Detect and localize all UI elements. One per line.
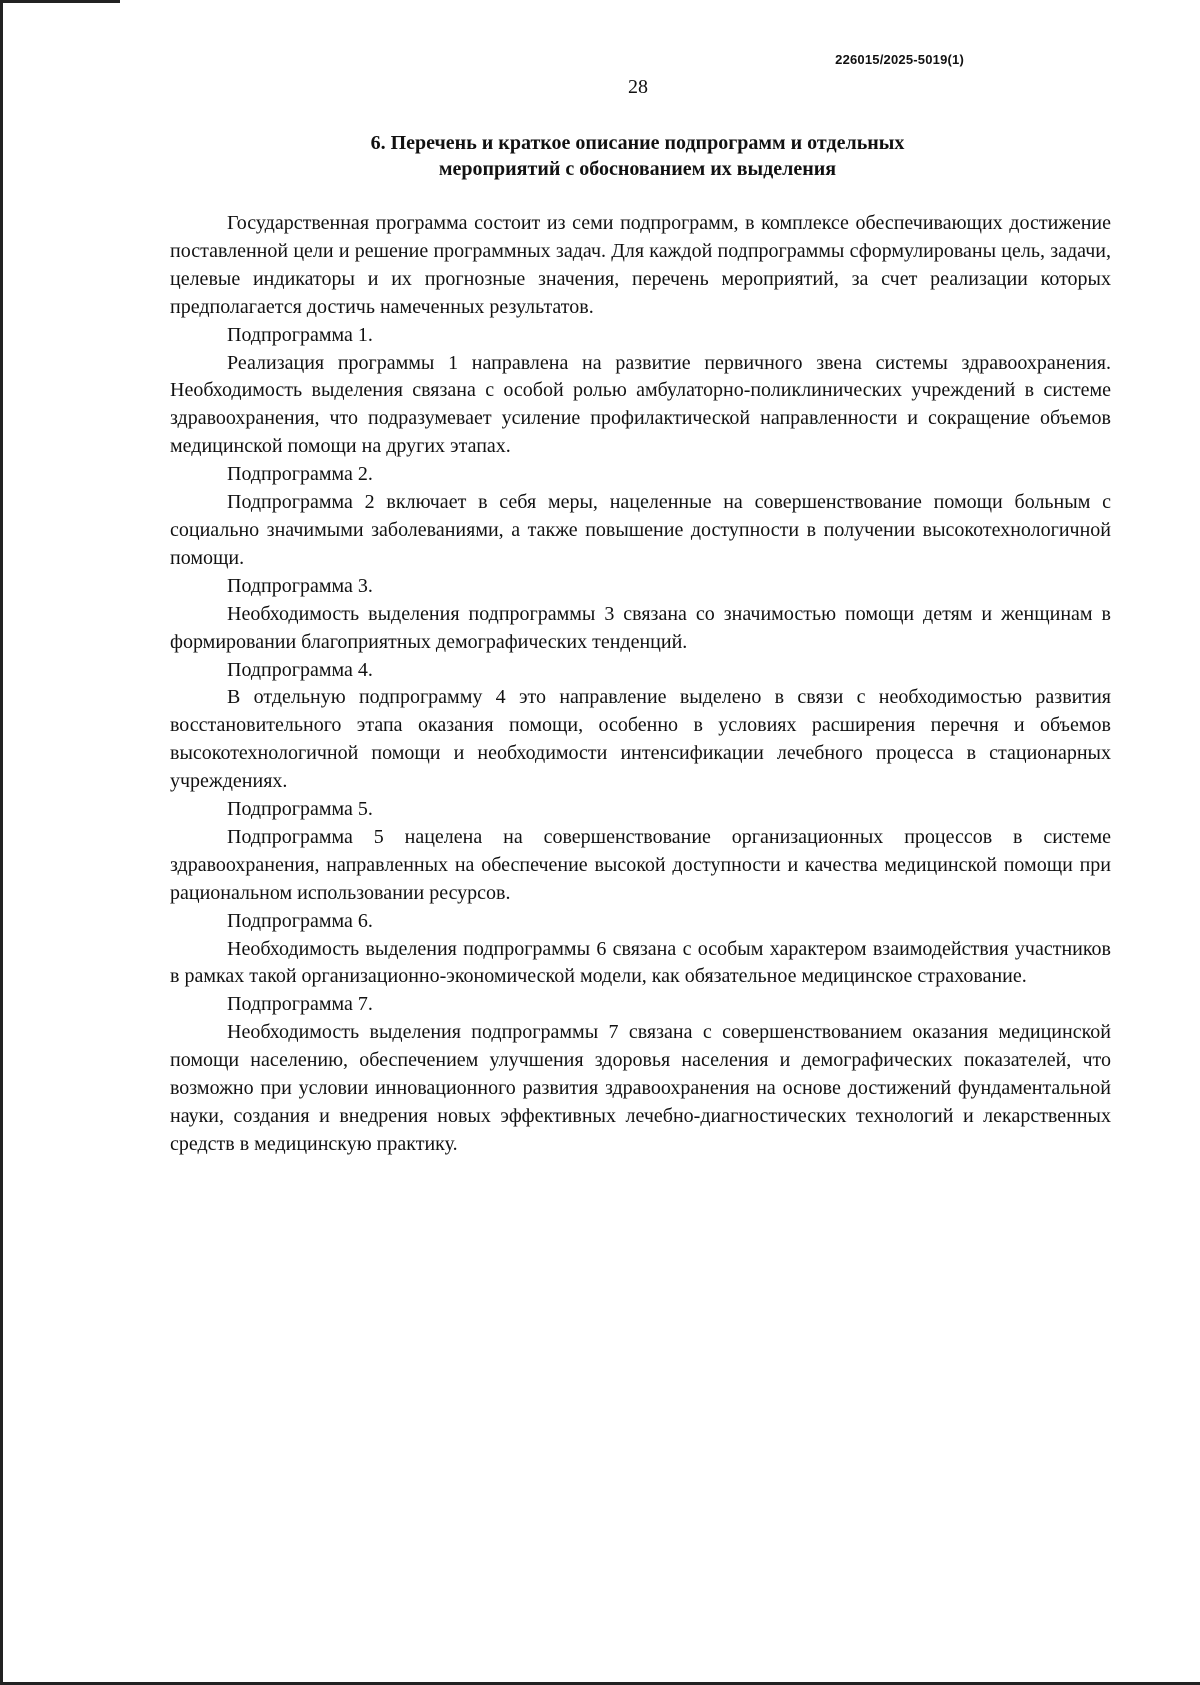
subprogram-heading: Подпрограмма 6.	[227, 909, 373, 932]
body-paragraph: Подпрограмма 5 нацелена на совершенствование организационных процессов в системе здравоохранения, направленных на обеспечение высокой доступности и качества медицинской помощи при рациональном использовании ресурсов.	[170, 825, 1111, 904]
document-id: 226015/2025-5019(1)	[835, 52, 964, 67]
body-paragraph: Необходимость выделения подпрограммы 7 связана с совершенствованием оказания медицинской помощи населению, обеспечением улучшения здоровья населения и демографических показателей, что возможно при условии инновационного развития здравоохранения на основе достижений фундаментальной науки, создания и внедрения новых эффективных лечебно-диагностических технологий и лекарственных средств в медицинскую практику.	[170, 1021, 1111, 1155]
subprogram-heading: Подпрограмма 2.	[227, 463, 373, 486]
document-body	[170, 210, 1111, 1159]
body-paragraph: Государственная программа состоит из семи подпрограмм, в комплексе обеспечивающих достижение поставленной цели и решение программных задач. Для каждой подпрограммы сформулированы цель, задачи, целевые индикаторы и их прогнозные значения, перечень мероприятий, за счет реализации которых предполагается достичь намеченных результатов.	[170, 212, 1111, 318]
section-title-line: мероприятий с обоснованием их выделения	[438, 158, 837, 180]
subprogram-heading: Подпрограмма 4.	[227, 658, 373, 681]
scan-edge-top	[0, 0, 120, 3]
page-number: 28	[628, 76, 648, 98]
body-paragraph: В отдельную подпрограмму 4 это направление выделено в связи с необходимостью развития восстановительного этапа оказания помощи, особенно в условиях расширения перечня и объемов высокотехнологичной помощи и необходимости интенсификации лечебного процесса в стационарных учреждениях.	[170, 686, 1111, 793]
section-title	[170, 130, 1105, 182]
scan-edge-left	[0, 0, 3, 1685]
subprogram-heading: Подпрограмма 7.	[227, 993, 373, 1016]
subprogram-heading: Подпрограмма 3.	[227, 574, 373, 597]
section-title-line: 6. Перечень и краткое описание подпрограмм и отдельных	[370, 132, 905, 154]
body-paragraph: Реализация программы 1 направлена на развитие первичного звена системы здравоохранения. Необходимость выделения связана с особой ролью амбулаторно-поликлинических учреждений в системе здравоохранения, что подразумевает усиление профилактической направленности и сокращение объемов медицинской помощи на других этапах.	[170, 351, 1111, 458]
subprogram-heading: Подпрограмма 1.	[227, 323, 373, 346]
body-paragraph: Необходимость выделения подпрограммы 6 связана с особым характером взаимодействия участников в рамках такой организационно-экономической модели, как обязательное медицинское страхование.	[170, 937, 1111, 988]
subprogram-heading: Подпрограмма 5.	[227, 798, 373, 821]
body-paragraph: Подпрограмма 2 включает в себя меры, нацеленные на совершенствование помощи больным с социально значимыми заболеваниями, а также повышение доступности в получении высокотехнологичной помощи.	[170, 491, 1111, 569]
body-paragraph: Необходимость выделения подпрограммы 3 связана со значимостью помощи детям и женщинам в формировании благоприятных демографических тенденций.	[170, 602, 1111, 653]
